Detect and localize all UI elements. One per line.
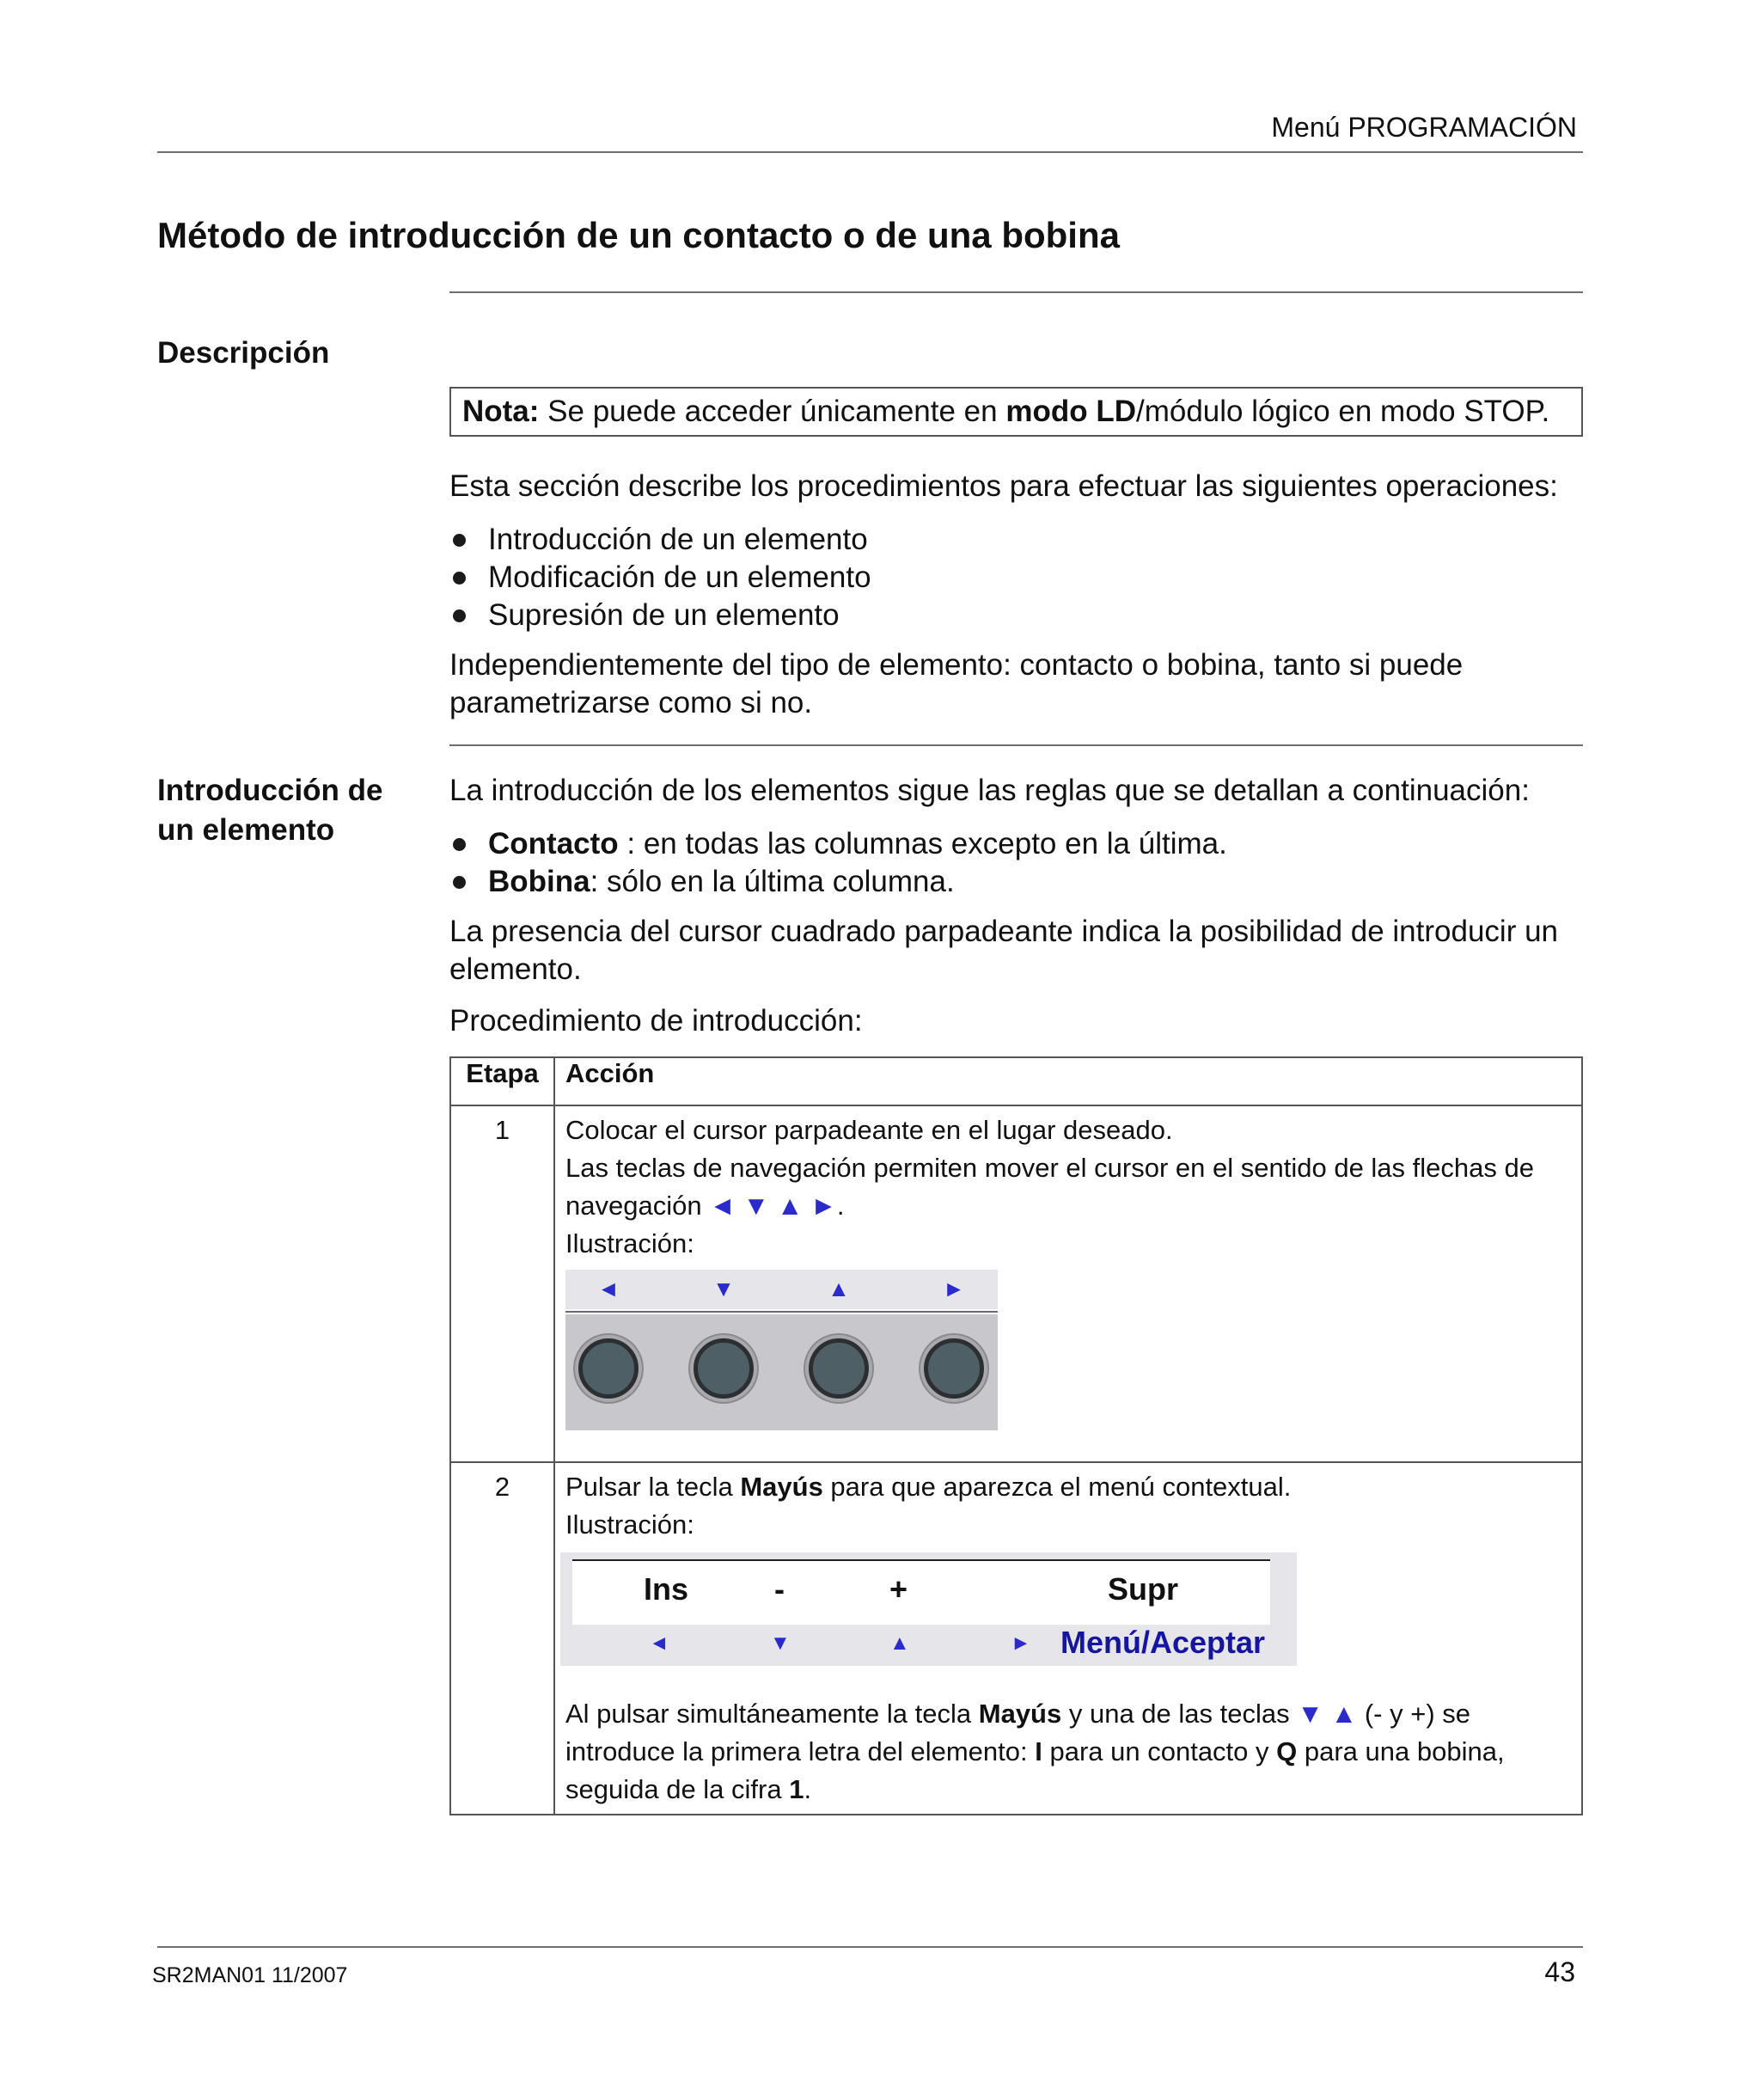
list-item: Supresión de un elemento <box>449 597 871 634</box>
operations-list <box>449 521 871 634</box>
table-row <box>450 1462 1582 1815</box>
note-box <box>449 387 1583 437</box>
list-item: Introducción de un elemento <box>449 521 871 559</box>
right-arrow-icon: ► <box>943 1276 965 1301</box>
up-key-button <box>809 1338 869 1399</box>
down-key-button <box>694 1338 754 1399</box>
right-key-button <box>924 1338 984 1399</box>
column-header-accion: Acción <box>554 1057 1582 1105</box>
bullet-icon <box>453 876 466 889</box>
up-arrow-icon: ▲ <box>889 1632 910 1655</box>
right-arrow-icon: ► <box>1011 1632 1031 1655</box>
ins-key-label: Ins <box>644 1571 689 1607</box>
page-title: Método de introducción de un contacto o de una bobina <box>157 215 1120 255</box>
note-bold: modo LD <box>1005 395 1136 428</box>
bullet-icon <box>453 609 466 622</box>
rules-intro: La introducción de los elementos sigue las reglas que se detallan a continuación: <box>449 774 1530 807</box>
menu-aceptar-label: Menú/Aceptar <box>1060 1625 1266 1660</box>
rules-list <box>449 825 1227 901</box>
step-number: 2 <box>450 1462 554 1815</box>
list-item: Contacto : en todas las columnas excepto en la última. <box>449 825 1227 863</box>
description-intro: Esta sección describe los procedimientos para efectuar las siguientes operaciones: <box>449 469 1558 503</box>
left-key-button <box>578 1338 639 1399</box>
down-arrow-icon: ▼ <box>742 1191 770 1221</box>
column-header-etapa: Etapa <box>450 1057 554 1105</box>
section-label-descripcion: Descripción <box>157 336 330 370</box>
bullet-icon <box>453 534 466 547</box>
down-arrow-icon: ▼ <box>712 1276 735 1301</box>
title-rule <box>449 291 1583 293</box>
minus-key-label: - <box>774 1571 785 1607</box>
up-arrow-icon: ▲ <box>776 1191 804 1221</box>
section-label-introduccion: Introducción de un elemento <box>157 774 383 847</box>
page-number: 43 <box>1544 1956 1575 1987</box>
note-text: Se puede acceder únicamente en <box>547 395 998 428</box>
note-label: Nota: <box>462 395 540 428</box>
footer-rule <box>157 1946 1583 1948</box>
right-arrow-icon: ► <box>810 1191 837 1221</box>
bullet-icon <box>453 572 466 585</box>
list-item: Modificación de un elemento <box>449 559 871 597</box>
step-number: 1 <box>450 1105 554 1462</box>
down-arrow-icon: ▼ <box>1297 1699 1323 1729</box>
navigation-keys-illustration <box>565 1270 998 1430</box>
left-arrow-icon: ◄ <box>597 1276 620 1301</box>
plus-key-label: + <box>889 1571 908 1607</box>
running-header: Menú PROGRAMACIÓN <box>1271 112 1577 143</box>
down-arrow-icon: ▼ <box>770 1632 791 1655</box>
left-arrow-icon: ◄ <box>649 1632 669 1655</box>
up-arrow-icon: ▲ <box>828 1276 850 1301</box>
procedure-label: Procedimiento de introducción: <box>449 1004 863 1038</box>
up-arrow-icon: ▲ <box>1330 1699 1358 1729</box>
section-rule <box>449 744 1583 746</box>
context-menu-illustration <box>560 1552 1297 1666</box>
description-paragraph: Independientemente del tipo de elemento: contacto o bobina, tanto si puede parametrizarse como si no. <box>449 648 1464 719</box>
step-action: Colocar el cursor parpadeante en el lugar deseado. Las teclas de navegación permiten mover el cursor en el sentido de las flechas de navegación ◄ ▼ ▲ ►. Ilustración: ◄ ▼ ▲ ► <box>554 1105 1582 1462</box>
bullet-icon <box>453 838 466 851</box>
list-item: Bobina: sólo en la última columna. <box>449 863 1227 901</box>
procedure-table <box>449 1056 1583 1815</box>
supr-key-label: Supr <box>1108 1571 1179 1607</box>
table-header-row <box>450 1057 1582 1105</box>
header-rule <box>157 151 1583 153</box>
cursor-paragraph: La presencia del cursor cuadrado parpadeante indica la posibilidad de introducir un elemento. <box>449 915 1559 986</box>
left-arrow-icon: ◄ <box>709 1191 736 1221</box>
note-text-end: /módulo lógico en modo STOP. <box>1135 395 1550 428</box>
table-row <box>450 1105 1582 1462</box>
step-action: Pulsar la tecla Mayús para que aparezca el menú contextual. Ilustración: Ins - + Supr ◄ ▼ ▲ ► Menú/Aceptar Al pulsar simultáneamente la tecla Mayús y una de las teclas ▼ ▲ (- y +) se introduce la primera letra del elemento: I para un contacto y Q para una bobina, seguida de la cifra 1. <box>554 1462 1582 1815</box>
footer-doc-id: SR2MAN01 11/2007 <box>152 1963 348 1987</box>
